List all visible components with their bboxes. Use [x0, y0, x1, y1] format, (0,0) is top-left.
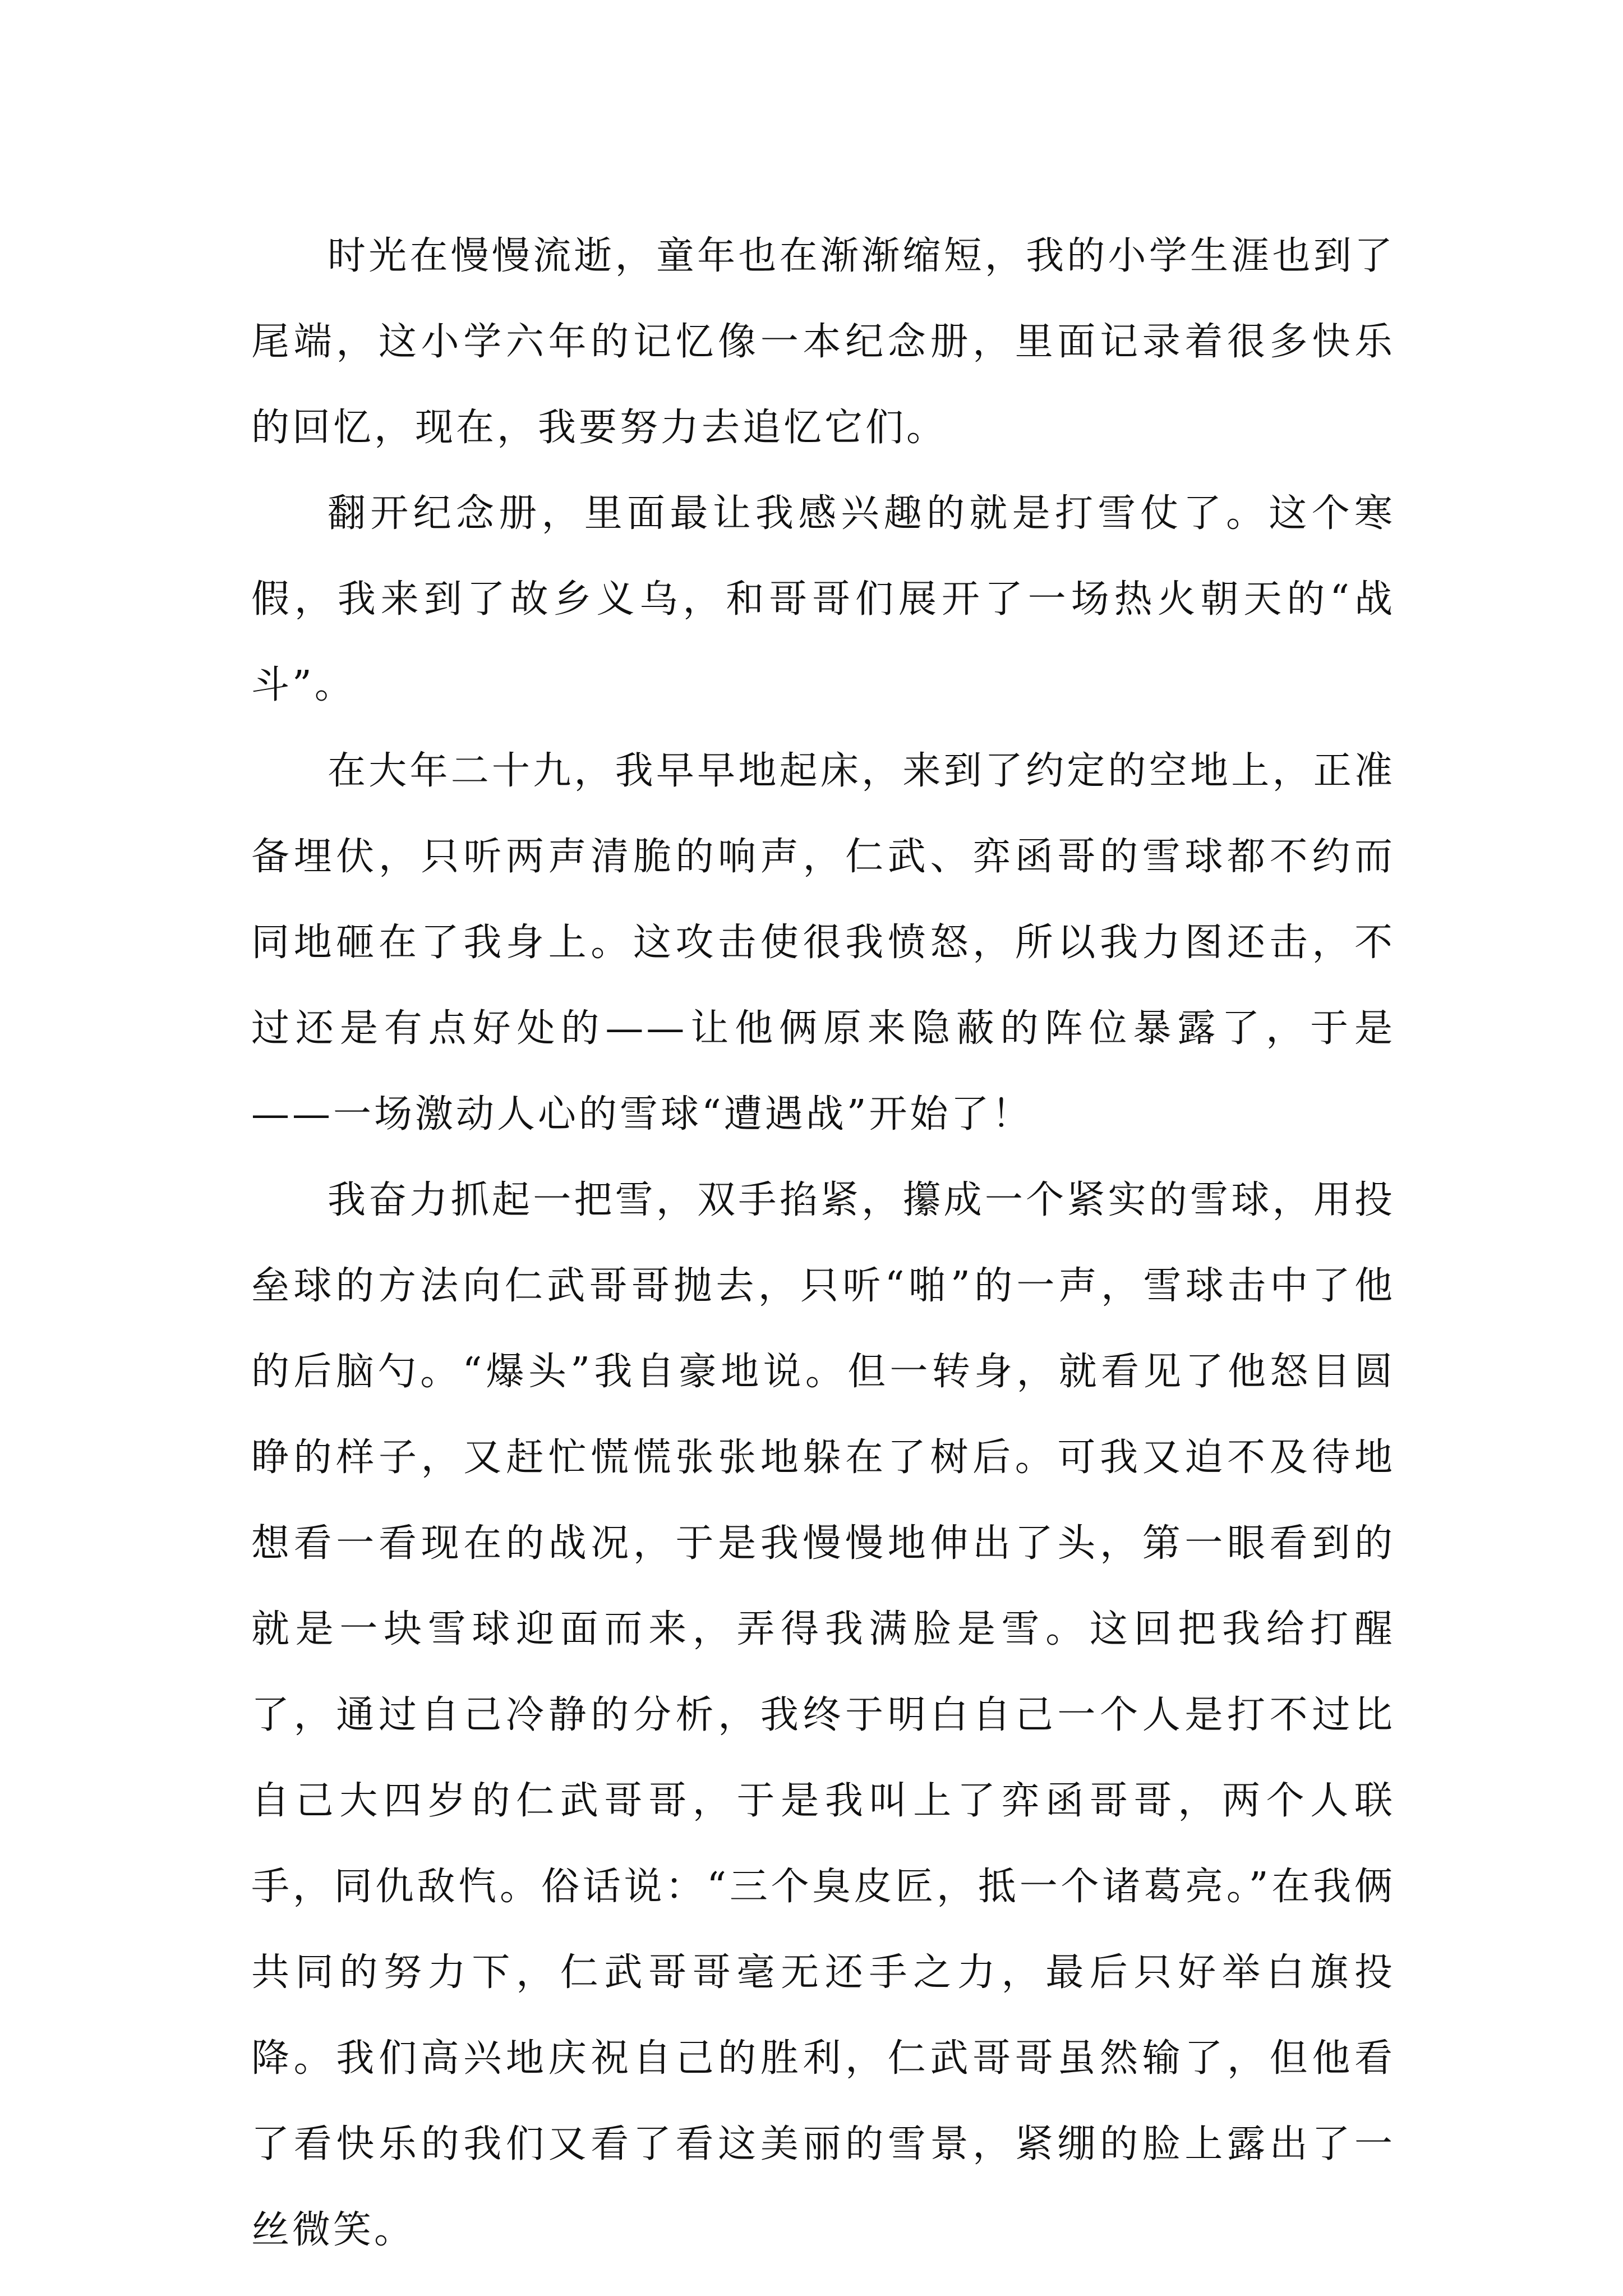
document-body [251, 213, 1395, 2273]
paragraph-2: 翻开纪念册，里面最让我感兴趣的就是打雪仗了。这个寒假，我来到了故乡义乌，和哥哥们展开了一场热火朝天的“战斗”。 [251, 491, 1395, 707]
paragraph-3: 在大年二十九，我早早地起床，来到了约定的空地上，正准备埋伏，只听两声清脆的响声，仁武、弈函哥的雪球都不约而同地砸在了我身上。这攻击使很我愤怒，所以我力图还击，不过还是有点好处的——让他俩原来隐蔽的阵位暴露了，于是——一场激动人心的雪球“遭遇战”开始了！ [251, 749, 1395, 1137]
paragraph-1: 时光在慢慢流逝，童年也在渐渐缩短，我的小学生涯也到了尾端，这小学六年的记忆像一本纪念册，里面记录着很多快乐的回忆，现在，我要努力去追忆它们。 [251, 234, 1395, 450]
paragraph-4: 我奋力抓起一把雪，双手掐紧，攥成一个紧实的雪球，用投垒球的方法向仁武哥哥抛去，只听“啪”的一声，雪球击中了他的后脑勺。“爆头”我自豪地说。但一转身，就看见了他怒目圆睁的样子，又赶忙慌慌张张地躲在了树后。可我又迫不及待地想看一看现在的战况，于是我慢慢地伸出了头，第一眼看到的就是一块雪球迎面而来，弄得我满脸是雪。这回把我给打醒了，通过自己冷静的分析，我终于明白自己一个人是打不过比自己大四岁的仁武哥哥，于是我叫上了弈函哥哥，两个人联手，同仇敌忾。俗话说：“三个臭皮匠，抵一个诸葛亮。”在我俩共同的努力下，仁武哥哥毫无还手之力，最后只好举白旗投降。我们高兴地庆祝自己的胜利，仁武哥哥虽然输了，但他看了看快乐的我们又看了看这美丽的雪景，紧绷的脸上露出了一丝微笑。 [251, 1178, 1395, 2252]
